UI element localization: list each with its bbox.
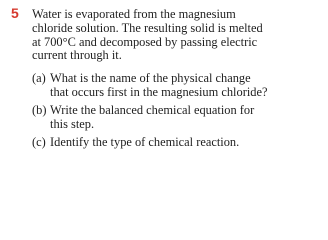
sub-question-label: (a) xyxy=(32,71,46,85)
stem-line: chloride solution. The resulting solid is melted xyxy=(32,20,263,35)
sub-question-line: that occurs first in the magnesium chloride? xyxy=(50,84,268,99)
stem-line: Water is evaporated from the magnesium xyxy=(32,7,236,21)
sub-question-line: Identify the type of chemical reaction. xyxy=(50,135,240,149)
sub-question-line: What is the name of the physical change xyxy=(50,71,251,85)
sub-question-text xyxy=(50,136,239,150)
stem-line: current through it. xyxy=(32,48,122,63)
sub-question-label: (c) xyxy=(32,135,46,149)
question-stem xyxy=(32,8,322,63)
sub-question-line: Write the balanced chemical equation for xyxy=(50,103,255,117)
stem-line: at 700°C and decomposed by passing electric xyxy=(32,34,258,49)
question-number: 5 xyxy=(11,5,19,21)
sub-question-text xyxy=(50,104,254,132)
sub-question-line: this step. xyxy=(50,116,95,131)
sub-question-text xyxy=(50,72,267,100)
sub-question-label: (b) xyxy=(32,103,47,117)
